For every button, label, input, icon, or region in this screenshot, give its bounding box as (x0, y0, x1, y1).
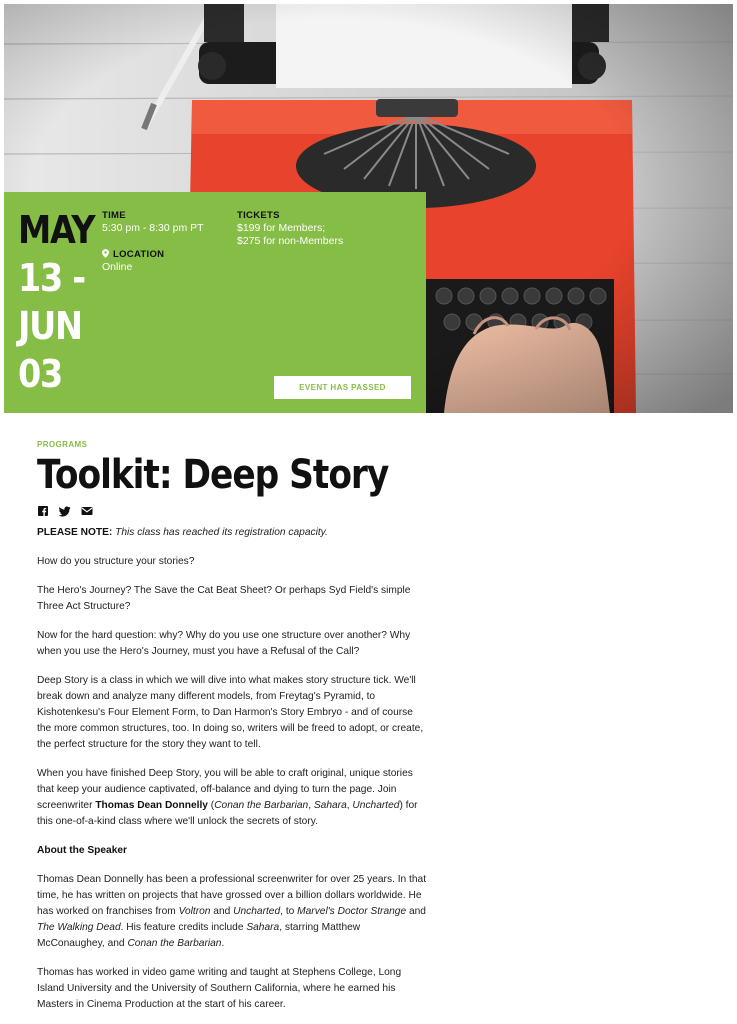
time-info (102, 209, 204, 235)
time-value: 5:30 pm - 8:30 pm PT (102, 222, 204, 234)
paragraph-2: The Hero's Journey? The Save the Cat Beat Sheet? Or perhaps Syd Field's simple Three Act Structure? (37, 585, 411, 612)
p6-doctor-strange: Marvel's Doctor Strange (297, 906, 407, 917)
location-label-row (102, 248, 164, 261)
p6-sahara: Sahara (246, 922, 280, 933)
credit-sahara: Sahara (313, 800, 347, 811)
note-text: This class has reached its registration capacity. (115, 527, 328, 538)
location-label: LOCATION (113, 249, 165, 260)
article-content (37, 440, 427, 1024)
paragraph-1: How do you structure your stories? (37, 556, 195, 567)
p5-text-a: When you have finished Deep Story, you will be able to craft original, unique stories that keep your audience captivated, off-balance and dying to turn the page. Join screenwriter (37, 768, 413, 811)
credit-conan: Conan the Barbarian (214, 800, 309, 811)
p5-text-c: ) for this one-of-a-kind class where we'll unlock the secrets of story. (37, 800, 418, 827)
date-start-day: 13 - (18, 256, 85, 300)
p6-walking-dead: The Walking Dead (37, 922, 121, 933)
tickets-member-price: $199 for Members; (237, 222, 326, 234)
p6-text-b: and (210, 906, 234, 917)
paragraph-3: Now for the hard question: why? Why do you use one structure over another? Why when you use the Hero's Journey, must you have a Refusal of the Call? (37, 630, 411, 657)
time-label: TIME (102, 210, 126, 221)
location-value: Online (102, 261, 133, 273)
p6-text-g: . (221, 938, 225, 949)
p5-text-b: ( (207, 800, 215, 811)
location-info (102, 248, 164, 274)
note-label: PLEASE NOTE: (37, 527, 113, 538)
p6-uncharted: Uncharted (233, 906, 281, 917)
email-icon[interactable] (81, 504, 93, 516)
event-info-panel (4, 192, 426, 413)
page-title: Toolkit: Deep Story (37, 452, 389, 498)
p6-text-a: Thomas Dean Donnelly has been a professional screenwriter for over 25 years. In that time, he has written on projects that have grossed over a billion dollars worldwide. He has worked on franchises from (37, 874, 427, 917)
tickets-nonmember-price: $275 for non-Members (237, 235, 344, 247)
p6-text-c: , to (280, 906, 298, 917)
share-bar (37, 503, 427, 517)
speaker-name: Thomas Dean Donnelly (95, 800, 208, 811)
article-body (37, 525, 427, 1013)
date-end-month: JUN (18, 304, 82, 348)
paragraph-4: Deep Story is a class in which we will dive into what makes story structure tick. We'll break down and analyze many different models, from Freytag's Pyramid, to Kishotenkesu's Four Element Form, to Dan Harmon's Story Embryo - and of course the more common structures, too. In doing so, writers will be freed to adopt, or create, the perfect structure for the story they want to tell. (37, 675, 424, 750)
registration-note (37, 525, 427, 541)
p6-conan: Conan the Barbarian (127, 938, 222, 949)
p6-text-d: and (406, 906, 426, 917)
credit-uncharted: Uncharted (352, 800, 400, 811)
tickets-info (237, 209, 343, 248)
p5-sep-1: , (308, 800, 314, 811)
p6-voltron: Voltron (178, 906, 211, 917)
p6-text-f: , starring Matthew McConaughey, and (37, 922, 361, 949)
date-end-day: 03 (18, 352, 62, 396)
category-link[interactable]: PROGRAMS (37, 440, 88, 449)
twitter-icon[interactable] (59, 504, 71, 516)
event-date (18, 206, 98, 398)
facebook-icon[interactable] (37, 504, 49, 516)
paragraph-7: Thomas has worked in video game writing and taught at Stephens College, Long Island University and the University of Southern California, where he earned his Masters in Cinema Production at the start of his career. (37, 967, 402, 1010)
p5-sep-2: , (346, 800, 353, 811)
event-hero (4, 4, 733, 413)
paragraph-5 (37, 766, 427, 830)
event-status-button[interactable]: EVENT HAS PASSED (274, 376, 411, 399)
paragraph-6 (37, 872, 427, 952)
tickets-label: TICKETS (237, 210, 280, 221)
map-pin-icon (102, 249, 109, 258)
speaker-heading (37, 843, 427, 859)
p6-text-e: . His feature credits include (120, 922, 247, 933)
speaker-heading-text: About the Speaker (37, 845, 128, 856)
date-start-month: MAY (18, 208, 95, 252)
